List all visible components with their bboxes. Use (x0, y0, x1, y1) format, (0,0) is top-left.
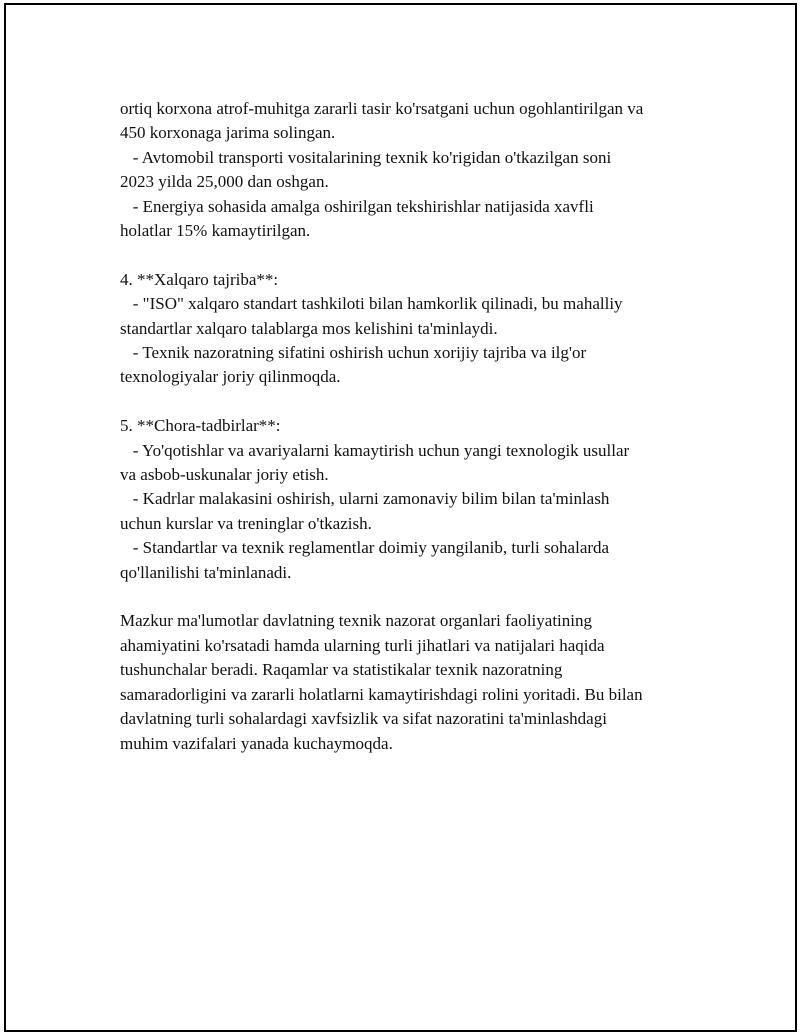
section-heading: 4. **Xalqaro tajriba**: (120, 269, 279, 289)
text-line: - Avtomobil transporti vositalarining texnik ko'rigidan o'tkazilgan soni (120, 147, 612, 167)
text-line: uchun kurslar va treninglar o'tkazish. (120, 513, 372, 533)
text-line: 2023 yilda 25,000 dan oshgan. (120, 172, 329, 192)
text-line: ortiq korxona atrof-muhitga zararli tasir ko'rsatgani uchun ogohlantirilgan va (120, 99, 644, 118)
text-line: va asbob-uskunalar joriy etish. (120, 465, 329, 485)
text-line: ahamiyatini ko'rsatadi hamda ularning turli jihatlari va natijalari haqida (120, 635, 605, 655)
text-line: - Energiya sohasida amalga oshirilgan tekshirishlar natijasida xavfli (120, 196, 594, 216)
text-line: qo'llanilishi ta'minlanadi. (120, 562, 292, 582)
text-line: holatlar 15% kamaytirilgan. (120, 221, 311, 241)
text-line: tushunchalar beradi. Raqamlar va statistikalar texnik nazoratning (120, 660, 563, 680)
blank-line (120, 585, 710, 609)
section-heading: 5. **Chora-tadbirlar**: (120, 416, 281, 436)
text-line: - Standartlar va texnik reglamentlar doimiy yangilanib, turli sohalarda (120, 538, 610, 558)
blank-line (120, 390, 710, 414)
text-line: - "ISO" xalqaro standart tashkiloti bilan hamkorlik qilinadi, bu mahalliy (120, 294, 623, 314)
text-line: - Kadrlar malakasini oshirish, ularni zamonaviy bilim bilan ta'minlash (120, 489, 610, 509)
text-line: muhim vazifalari yanada kuchaymoqda. (120, 733, 393, 753)
text-line: texnologiyalar joriy qilinmoqda. (120, 367, 341, 387)
text-line: Mazkur ma'lumotlar davlatning texnik nazorat organlari faoliyatining (120, 611, 592, 631)
blank-line (120, 243, 710, 267)
page-frame (4, 3, 797, 1032)
document-body (120, 97, 710, 756)
text-line: standartlar xalqaro talablarga mos kelishini ta'minlaydi. (120, 318, 498, 338)
text-line: davlatning turli sohalardagi xavfsizlik va sifat nazoratini ta'minlashdagi (120, 709, 607, 729)
text-line: - Yo'qotishlar va avariyalarni kamaytirish uchun yangi texnologik usullar (120, 440, 630, 460)
text-line: samaradorligini va zararli holatlarni kamaytirishdagi rolini yoritadi. Bu bilan (120, 684, 643, 704)
text-line: 450 korxonaga jarima solingan. (120, 123, 336, 143)
text-line: - Texnik nazoratning sifatini oshirish uchun xorijiy tajriba va ilg'or (120, 343, 587, 363)
